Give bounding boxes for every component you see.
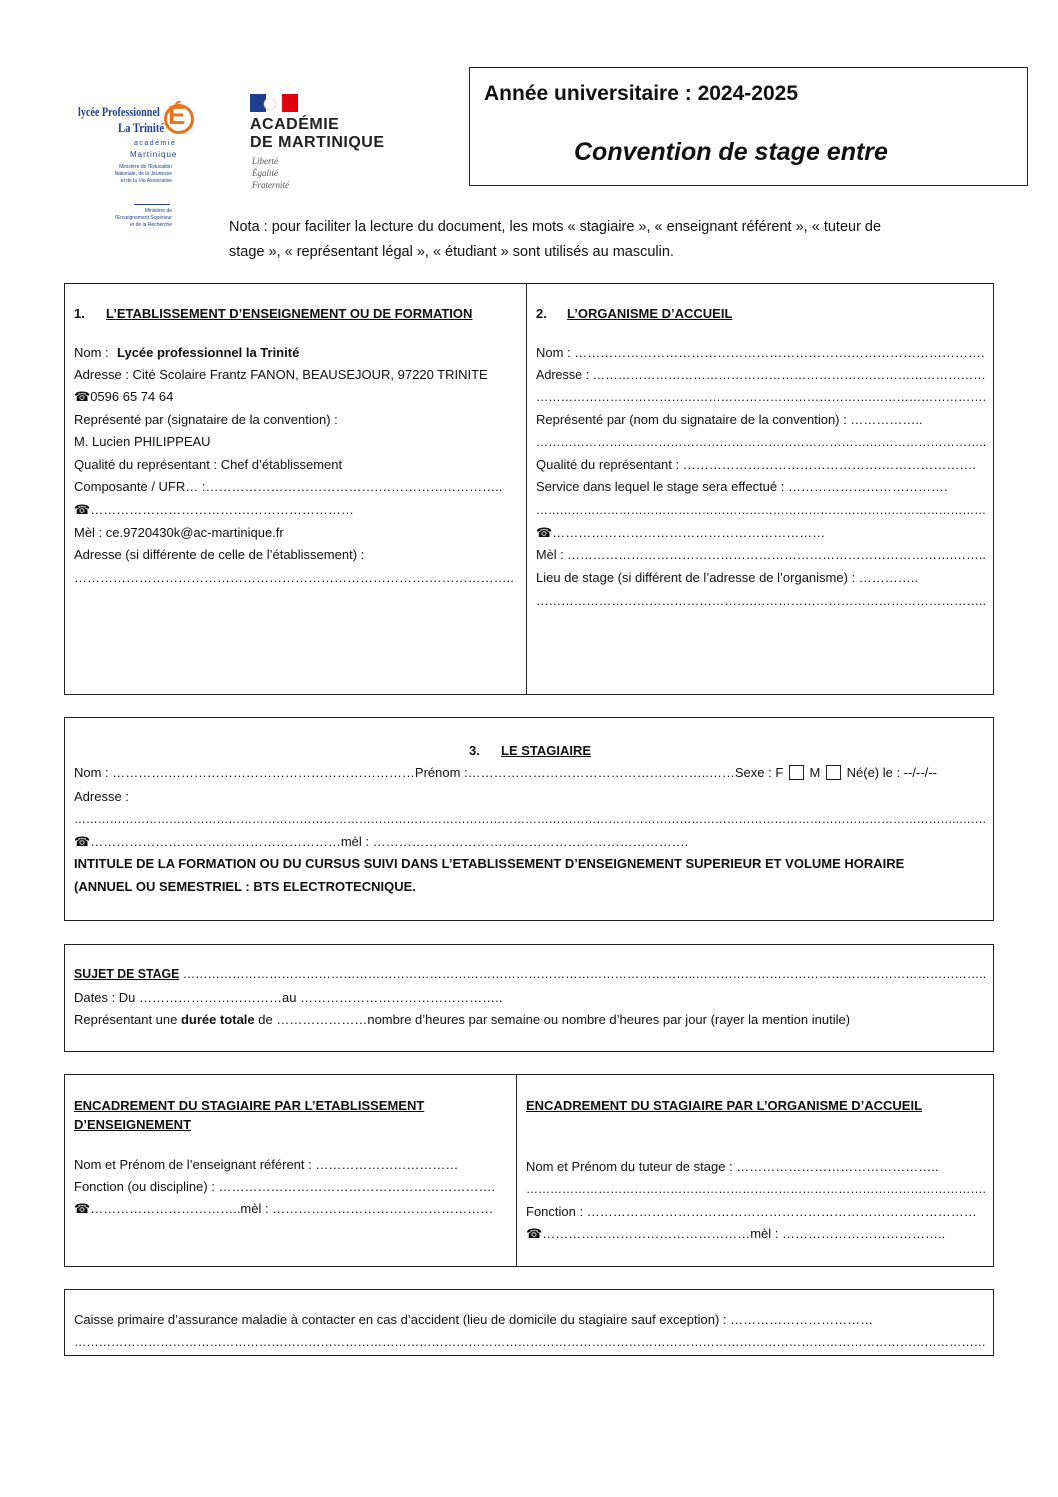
phone-icon: ☎	[74, 502, 91, 517]
section2-phone-row	[536, 525, 825, 541]
section1-nom-value: Lycée professionnel la Trinité	[117, 345, 300, 360]
section1-composante: Composante / UFR… :………………………………….………………………..	[74, 479, 503, 494]
section2-heading-number: 2.	[536, 306, 547, 321]
section1-adresse: Adresse : Cité Scolaire Frantz FANON, BEAUSEJOUR, 97220 TRINITE	[74, 367, 488, 382]
section1-represente-label: Représenté par (signataire de la convention) :	[74, 412, 338, 427]
nota-line2: stage », « représentant légal », « étudiant » sont utilisés au masculin.	[229, 244, 674, 260]
section2-qualite: Qualité du représentant : ……………………………………….………………….	[536, 457, 976, 472]
academie-logo-motto2: Égalité	[252, 168, 278, 178]
academie-logo-motto3: Fraternité	[252, 180, 289, 190]
section1-phone: 0596 65 74 64	[90, 389, 174, 404]
section1-adresse2-dots: ……………………………………………………………………….………………..	[74, 570, 514, 585]
section3-adresse-label: Adresse :	[74, 789, 129, 804]
sujet-dots: ……………………………………………………………………………………………………………..……………………………………………………………..	[179, 966, 987, 981]
encadrement-left-fonction: Fonction (ou discipline) : ……………………………………………………….	[74, 1179, 496, 1194]
encadrement-left-phone-row	[74, 1201, 493, 1217]
section2-adresse: Adresse : ……………………………………………………….…………………………	[536, 367, 986, 382]
section2-represente: Représenté par (nom du signataire de la convention) : ……………..	[536, 412, 923, 427]
phone-icon: ☎	[536, 525, 553, 540]
lycee-logo-divider	[134, 204, 170, 205]
section1-heading-number: 1.	[74, 306, 85, 321]
phone-icon: ☎	[74, 834, 91, 849]
section3-heading: LE STAGIAIRE	[501, 743, 592, 758]
section3-nom-row	[74, 765, 937, 781]
section3-phone-mel-row	[74, 834, 688, 850]
lycee-logo-ministry2: Ministère de l'Enseignement Supérieur et de la Recherche	[114, 208, 172, 228]
section3-adresse-dots: ……………………………………………………………………………………………………………………………………………………………………………………………………..…….	[74, 811, 986, 826]
section1-adresse2-label: Adresse (si différente de celle de l’établissement) :	[74, 547, 365, 562]
section1-represente-value: M. Lucien PHILIPPEAU	[74, 434, 211, 449]
section2-heading: L’ORGANISME D’ACCUEIL	[567, 306, 733, 321]
encadrement-left-heading2: D’ENSEIGNEMENT	[74, 1117, 192, 1132]
section3-ne-le: Né(e) le : --/--/--	[846, 765, 937, 780]
sexe-m-checkbox[interactable]	[826, 765, 841, 780]
academie-logo-line2: DE MARTINIQUE	[250, 134, 385, 151]
section2-service-dots: ……………………………………………………………………………………………………	[536, 502, 987, 517]
encadrement-right-fonction: Fonction : ………………………………………………………………………………	[526, 1204, 977, 1219]
section1-nom-label: Nom :	[74, 345, 109, 360]
encadrement-right-dots: …………………………………………………………………………………………………….	[526, 1181, 986, 1196]
section1-mel: Mèl : ce.9720430k@ac-martinique.fr	[74, 525, 284, 540]
title-box	[469, 67, 1028, 186]
section2-lieu-dots: …………………………………………….………………………………………………..	[536, 593, 987, 608]
section3-intitule2: (ANNUEL OU SEMESTRIEL : BTS ELECTROTECNIQUE.	[74, 879, 416, 894]
encadrement-divider	[516, 1074, 517, 1267]
phone-icon: ☎	[526, 1226, 543, 1241]
section2-nom: Nom : ……………………………………………………….………………………….	[536, 345, 985, 360]
encadrement-left-phone: ……………………………..mèl : ……………………………………………	[90, 1201, 494, 1216]
academic-year: Année universitaire : 2024-2025	[484, 82, 798, 105]
section3-phone-mel: …………………………….……………………mèl : ……………………………………………………………….	[90, 834, 689, 849]
section2-service: Service dans lequel le stage sera effectué : ……………………………….	[536, 479, 948, 494]
encadrement-right-phone: …………………………………………mèl : ………………………………..	[542, 1226, 946, 1241]
encadrement-right-phone-row	[526, 1226, 945, 1242]
section2-represente-dots: ……………………………………………………………………….………………………..	[536, 434, 987, 449]
caisse-line1: Caisse primaire d’assurance maladie à contacter en cas d’accident (lieu de domicile du stagiaire sauf exception) : ……………………………	[74, 1312, 874, 1327]
academie-logo-line1: ACADÉMIE	[250, 116, 340, 133]
section2-adresse-dots: ……………………………………………………………………….……………………….	[536, 389, 987, 404]
section2-lieu: Lieu de stage (si différent de l’adresse de l’organisme) : …………..	[536, 570, 918, 585]
lycee-logo-line2: La Trinité	[118, 120, 165, 135]
section2-phone: ………………………………………………………	[552, 525, 826, 540]
section2-mel: Mèl : ……………………………………………………………………………….……..	[536, 547, 986, 562]
lycee-logo-line1: lycée Professionnel	[78, 104, 160, 119]
encadrement-right-nom: Nom et Prénom du tuteur de stage : ………………………………………..	[526, 1159, 939, 1174]
section3-intitule1: INTITULE DE LA FORMATION OU DU CURSUS SUIVI DANS L’ETABLISSEMENT D’ENSEIGNEMENT SUPERIEUR ET VOLUME HORAIRE	[74, 856, 905, 871]
phone-icon: ☎	[74, 1201, 91, 1216]
section3-nom: Nom : ………….…………………………………………………Prénom :………………………………………………..……Sexe : F	[74, 765, 784, 780]
marianne-flag-icon	[250, 94, 298, 112]
lycee-logo-ministry1: Ministère de l'Éducation Nationale, de la Jeunesse et de la Vie Associative	[114, 164, 172, 184]
encadrement-right-heading: ENCADREMENT DU STAGIAIRE PAR L’ORGANISME D’ACCUEIL	[526, 1098, 923, 1113]
lycee-logo-academie: académie	[134, 140, 177, 147]
lycee-logo-martinique: Martinique	[130, 150, 178, 159]
phone-icon: ☎	[74, 389, 91, 404]
sujet-duree-row	[74, 1012, 850, 1028]
sujet-dates: Dates : Du ……………………………au ………………………………………..	[74, 990, 503, 1005]
page-title: Convention de stage entre	[574, 138, 888, 166]
sujet-duree-a: Représentant une	[74, 1012, 181, 1027]
lycee-logo	[74, 96, 204, 236]
section3-sexe-m: M	[809, 765, 821, 780]
section-1-2-divider	[526, 283, 527, 695]
sujet-row	[74, 966, 986, 982]
section1-phone-row	[74, 389, 173, 405]
caisse-line2: ……………………………………………………………………………………………………………………………………………………………………………………………………	[74, 1334, 986, 1349]
encadrement-left-nom: Nom et Prénom de l’enseignant référent : ……………………………	[74, 1157, 459, 1172]
section1-heading: L’ETABLISSEMENT D’ENSEIGNEMENT OU DE FORMATION	[106, 306, 473, 321]
section1-phone2: ……………………………….……………………	[90, 502, 354, 517]
academie-logo	[250, 94, 410, 194]
sujet-duree-c: de …………………nombre d’heures par semaine ou nombre d’heures par jour (rayer la mention inutile)	[254, 1012, 851, 1027]
academie-logo-motto1: Liberté	[252, 156, 278, 166]
section1-phone2-row	[74, 502, 354, 518]
nota-line1: Nota : pour faciliter la lecture du document, les mots « stagiaire », « enseignant référent », « tuteur de	[229, 219, 882, 235]
section3-heading-number: 3.	[469, 743, 480, 758]
sexe-f-checkbox[interactable]	[789, 765, 804, 780]
sujet-label: SUJET DE STAGE	[74, 966, 180, 981]
section1-qualite: Qualité du représentant : Chef d’établissement	[74, 457, 343, 472]
lycee-logo-letter: É	[168, 100, 186, 130]
encadrement-left-heading1: ENCADREMENT DU STAGIAIRE PAR L’ETABLISSEMENT	[74, 1098, 425, 1113]
sujet-duree-b: durée totale	[180, 1012, 255, 1027]
